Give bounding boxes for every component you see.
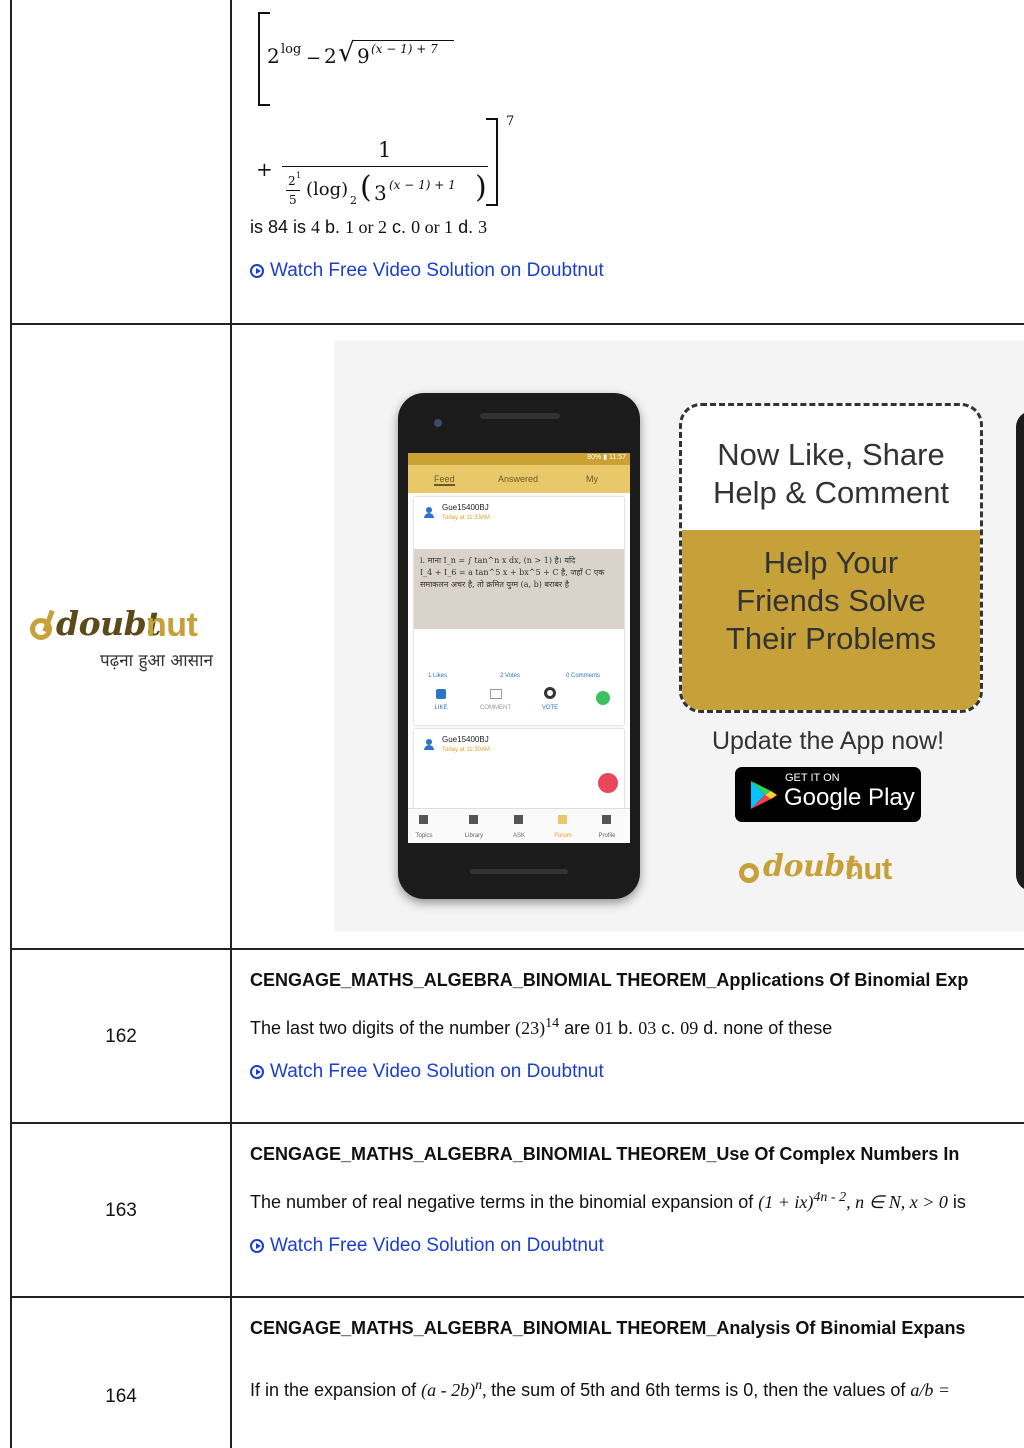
google-play-label: Google Play [784,784,915,811]
formula-term1-exp: log [281,42,302,57]
row-divider [10,323,1024,325]
formula-outer-exp: 7 [506,114,515,129]
row-divider [10,948,1024,950]
den-paren-left: ( [360,170,372,205]
brand-tagline: पढ़ना हुआ आसान [100,651,213,671]
watch-video-link[interactable]: Watch Free Video Solution on Doubtnut [250,1061,604,1083]
formula-minus: − [306,48,322,69]
phone-comments: 0 Comments [566,673,601,679]
nav-ask-icon [514,815,523,824]
play-circle-icon [250,1065,264,1079]
phone-action-comment: COMMENT [480,705,511,711]
promo-headline-top: Now Like, Share Help & Comment [712,437,950,510]
google-play-icon [749,779,779,811]
phone-action-vote: VOTE [541,705,559,711]
formula-term1-base: 2 [267,44,280,68]
doubtnut-logo-icon [739,863,759,883]
phone-post-card-2 [414,729,624,809]
table-left-border [10,0,12,1448]
radical-sign: √ [338,38,355,68]
phone-screen [408,453,630,843]
question-topic-heading: CENGAGE_MATHS_ALGEBRA_BINOMIAL THEOREM_Analysis Of Binomial Expans [250,1318,966,1338]
outer-right-bracket [486,118,498,206]
phone-camera [434,419,442,427]
update-app-text: Update the App now! [711,727,945,755]
nav-profile-icon [602,815,611,824]
phone-speaker [480,413,560,419]
google-play-button[interactable] [735,767,921,822]
ad-brand-nut: nut [845,851,892,886]
brand-nut: nut [146,606,198,644]
phone-tab-answered: Answered [498,474,539,484]
phone-tab-my: My [586,474,598,484]
ad-doubtnut-logo [739,849,939,893]
row-divider [10,1296,1024,1298]
nav-topics-icon [419,815,428,824]
vote-icon [544,687,556,699]
promo-message-box [679,403,983,713]
question-topic-heading: CENGAGE_MATHS_ALGEBRA_BINOMIAL THEOREM_Applications Of Binomial Exp [250,970,969,990]
get-it-on-label: GET IT ON [785,772,840,784]
user-icon [424,739,434,751]
question-number: 164 [105,1386,137,1407]
question-number: 163 [105,1200,137,1221]
like-icon [436,689,446,699]
question-text: The last two digits of the number $(23)^{14}$ are 01 b. 03 c. 09 d. none of these [250,1016,833,1038]
watch-video-link[interactable]: Watch Free Video Solution on Doubtnut [250,260,604,282]
play-circle-icon [250,1239,264,1253]
promo-headline-bottom: Help Your Friends Solve Their Problems [682,530,980,710]
den-frac-num: 2 [288,174,296,188]
phone-bottom-nav: Topics Library ASK Forum Profile [408,808,630,843]
phone-status-bar: 80% ▮ 11:57 [408,453,630,465]
phone-action-like: LIKE [434,705,448,711]
phone-bottom-speaker [470,869,568,874]
row-divider [10,1122,1024,1124]
question-number: 162 [105,1026,137,1047]
doubtnut-logo [28,604,218,674]
phone-post-card [414,497,624,725]
phone-mockup [398,393,640,899]
phone-tabs [408,465,630,493]
question-text: If in the expansion of (a - 2b)$^n$, the sum of 5th and 6th terms is 0, then the values of a/b = [250,1378,951,1400]
formula-radicand-base: 9 [357,44,370,68]
formula-numerator: 1 [378,138,392,162]
brand-doubt: doubt [56,604,161,643]
nav-library-icon [469,815,478,824]
watch-video-link[interactable]: Watch Free Video Solution on Doubtnut [250,1235,604,1257]
question-topic-heading: CENGAGE_MATHS_ALGEBRA_BINOMIAL THEOREM_Use Of Complex Numbers In [250,1144,960,1164]
den-small-fraction-bar [286,190,300,192]
phone-post-time: Today at 11:33AM [442,515,490,521]
scroll-up-icon [598,773,618,793]
den-paren-base: 3 [374,181,387,205]
table-column-divider [230,0,232,1448]
den-log-sub: 2 [350,194,357,207]
ad-brand-doubt: doubt [763,849,859,884]
comment-icon [490,689,502,699]
phone-post-time-2: Today at 11:30AM [442,747,490,753]
phone-post-user-2: Gue15400BJ [442,735,489,744]
den-paren-exp: (x − 1) + 1 [389,178,456,192]
den-frac-den: 5 [289,193,297,207]
app-promo-banner[interactable] [334,341,1024,931]
den-frac-num-exp: 1 [296,171,302,180]
fraction-bar [282,166,488,168]
play-circle-icon [250,264,264,278]
phone-tab-feed: Feed [434,474,455,484]
second-phone-edge [1016,411,1024,891]
phone-post-user: Gue15400BJ [442,503,489,512]
formula-radicand-exp: (x − 1) + 7 [371,42,438,56]
question-text: The number of real negative terms in the binomial expansion of (1 + ix)$^{4n - 2}$, n ∈ N, x > 0 is [250,1190,966,1212]
den-log: (log) [306,179,349,200]
den-paren-right: ) [475,170,487,205]
whatsapp-icon [596,691,610,705]
formula-coef: 2 [324,44,337,68]
question-options: is 84 is 4 b. 1 or 2 c. 0 or 1 d. 3 [250,217,488,237]
formula-plus: + [256,157,273,181]
phone-likes: 1 Likes [428,673,448,679]
question-formula [250,0,770,240]
user-icon [424,507,434,519]
phone-question-image: i. माना I_n = ∫ tan^n x dx, (n > 1) है। यदि I_4 + I_6 = a tan^5 x + bx^5 + C है, जहाँ C एक समाकलन अचर है, तो क्रमित युग्म (a, b) बराबर है [414,549,624,629]
nav-forum-icon [558,815,567,824]
phone-votes: 2 Votes [500,673,521,679]
